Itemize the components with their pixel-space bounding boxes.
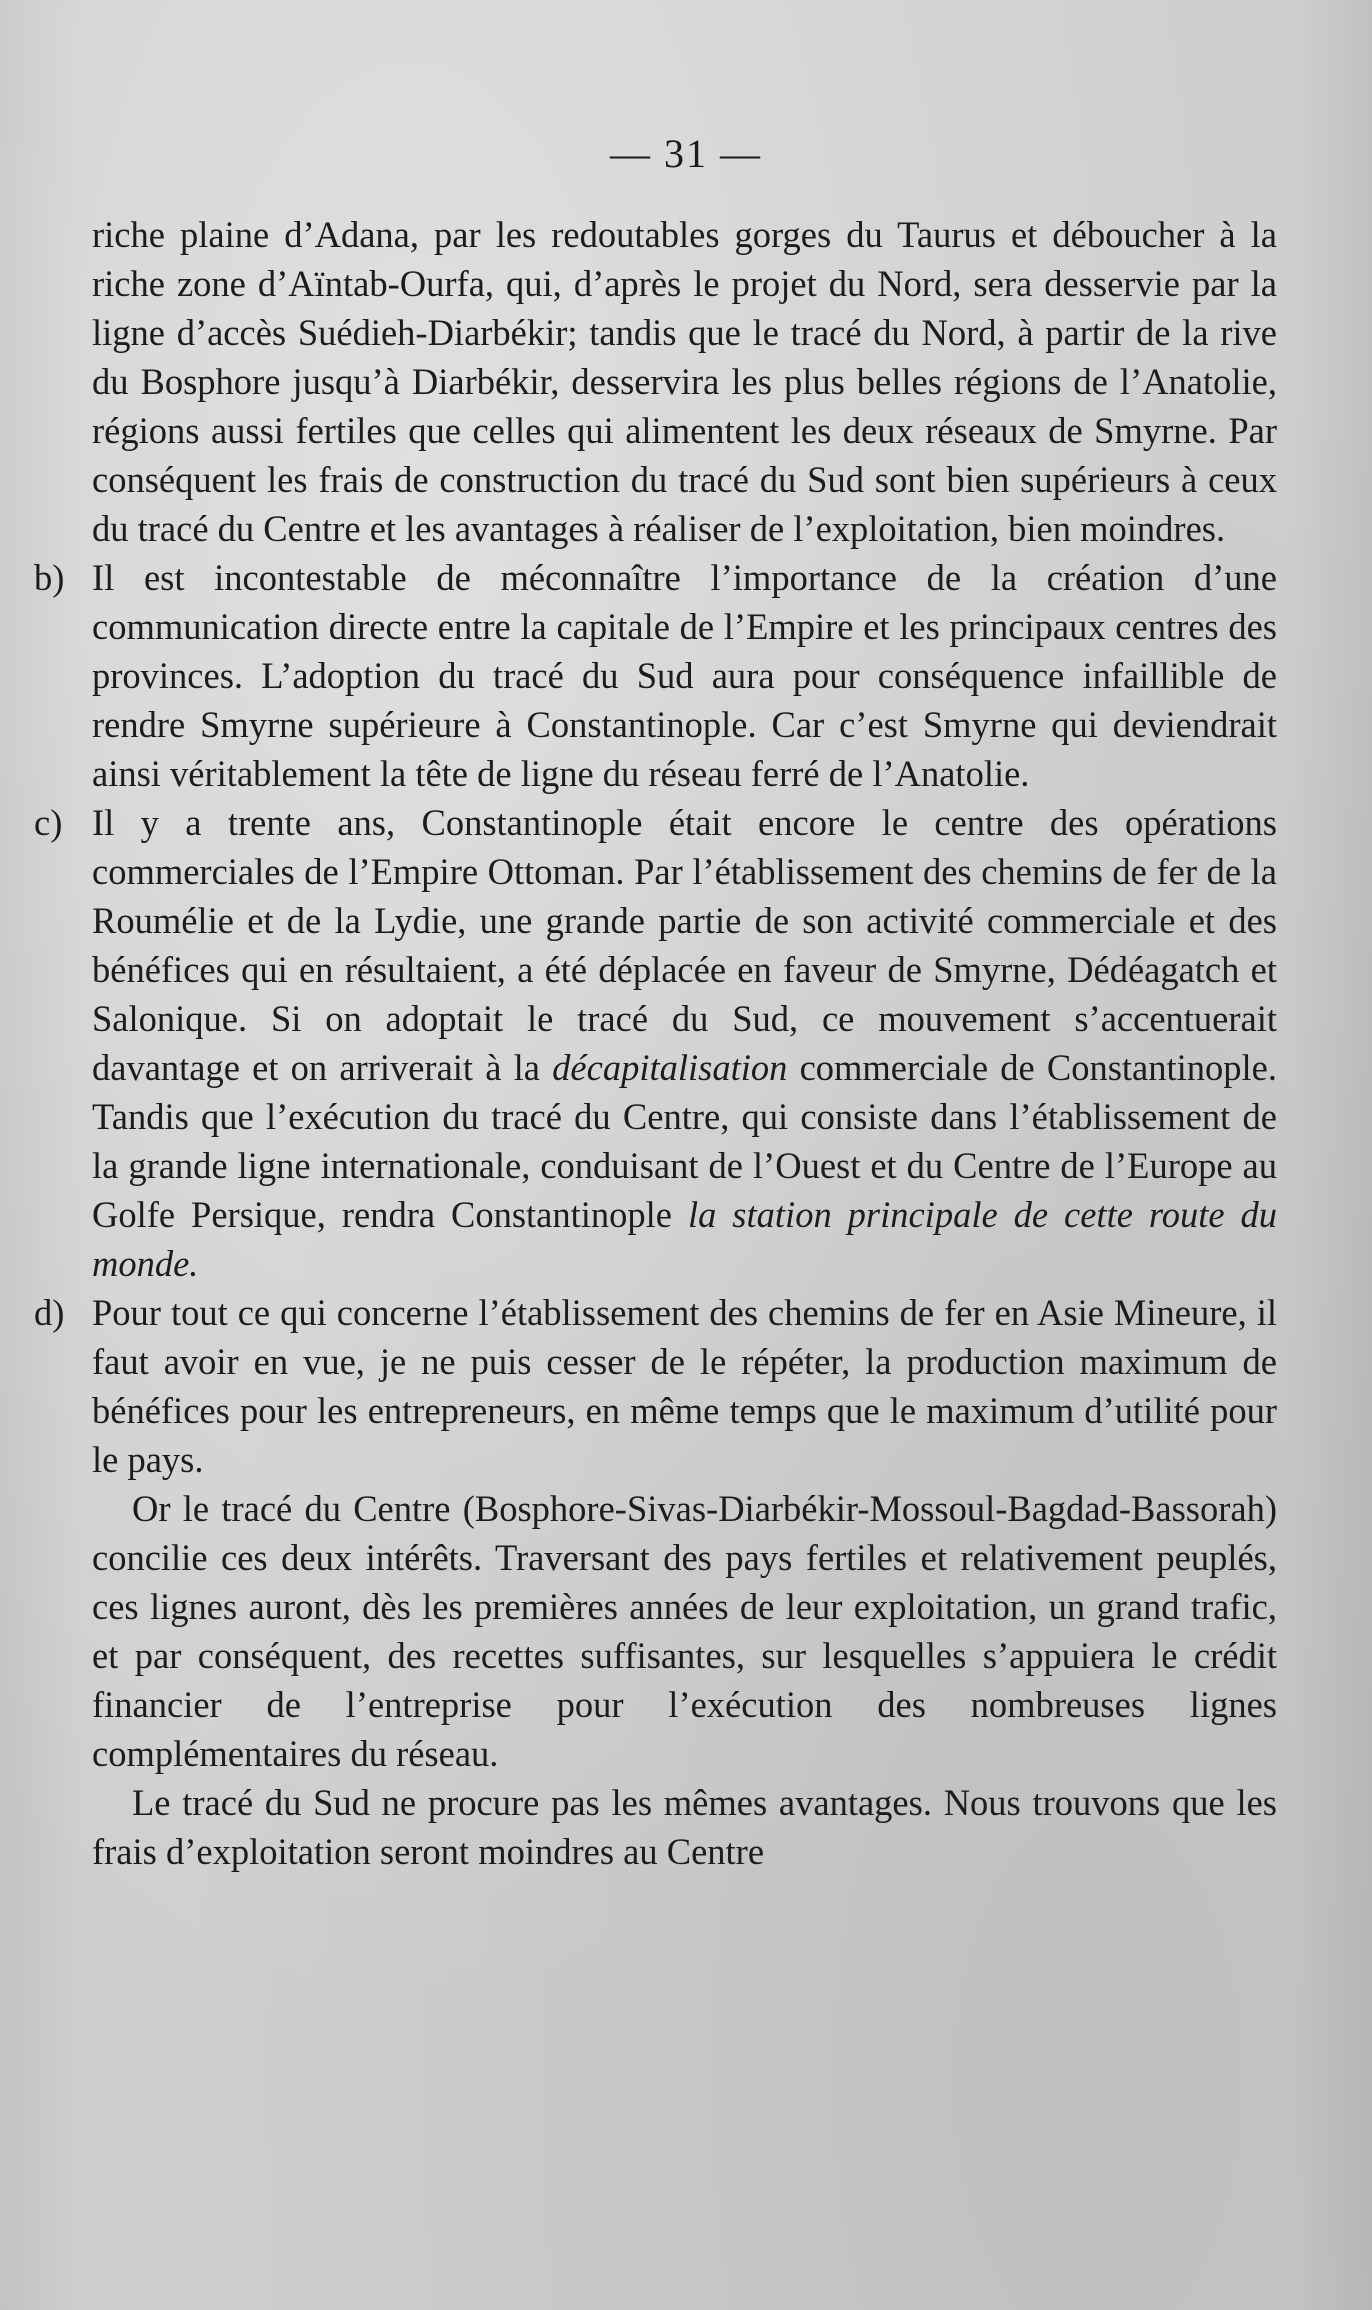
italic-text: décapitalisation	[552, 1047, 788, 1088]
body-text	[34, 210, 1277, 1876]
list-item-b	[34, 553, 1277, 798]
item-marker: d)	[34, 1292, 65, 1333]
page-number: — 31 —	[610, 131, 762, 176]
item-text: commerciale de Constantinople. Tandis que l’exécution du tracé du Centre, qui consiste dans l’établissement de la grande ligne internationale, conduisant de l’Ouest et du Centre de l’Europe au Golfe Persique, rendra Constantinople	[92, 1047, 1277, 1235]
item-text: Il y a trente ans, Constantinople était encore le centre des opérations commerciales de l’Empire Ottoman. Par l’établissement des chemins de fer de la Roumélie et de la Lydie, une grande partie de son activité commerciale et des bénéfices qui en résultaient, a été déplacée en faveur de Smyrne, Dédéagatch et Salonique. Si on adoptait le tracé du Sud, ce mouvement s’accentuerait davantage et on arriverait à la	[92, 802, 1277, 1088]
intro-paragraph: riche plaine d’Adana, par les redoutables gorges du Taurus et déboucher à la riche zone d’Aïntab-Ourfa, qui, d’après le projet du Nord, sera desservie par la ligne d’accès Suédieh-Diarbékir; tandis que le tracé du Nord, à partir de la rive du Bosphore jusqu’à Diarbékir, desservira les plus belles régions de l’Anatolie, régions aussi fertiles que celles qui alimentent les deux réseaux de Smyrne. Par conséquent les frais de construction du tracé du Sud sont bien supérieurs à ceux du tracé du Centre et les avantages à réaliser de l’exploitation, bien moindres.	[92, 214, 1277, 549]
paragraph-or: Or le tracé du Centre (Bosphore-Sivas-Diarbékir-Mossoul-Bagdad-Bassorah) concilie ces deux intérêts. Traversant des pays fertiles et relativement peuplés, ces lignes auront, dès les premières années de leur exploitation, un grand trafic, et par conséquent, des recettes suffisantes, sur lesquelles s’appuiera le crédit financier de l’entreprise pour l’exécution des nombreuses lignes complémentaires du réseau.	[92, 1488, 1277, 1774]
list-item-c	[34, 798, 1277, 1288]
item-text: Pour tout ce qui concerne l’établissement des chemins de fer en Asie Mineure, il faut avoir en vue, je ne puis cesser de le répéter, la production maximum de bénéfices pour les entrepreneurs, en même temps que le maximum d’utilité pour le pays.	[92, 1292, 1277, 1480]
list-item-d	[34, 1288, 1277, 1484]
italic-text: la station principale de cette route du monde.	[92, 1194, 1277, 1284]
item-marker: b)	[34, 557, 65, 598]
paragraph-le: Le tracé du Sud ne procure pas les mêmes avantages. Nous trouvons que les frais d’exploitation seront moindres au Centre	[92, 1782, 1277, 1872]
item-text: Il est incontestable de méconnaître l’importance de la création d’une communication directe entre la capitale de l’Empire et les principaux centres des provinces. L’adoption du tracé du Sud aura pour conséquence infaillible de rendre Smyrne supérieure à Constantinople. Car c’est Smyrne qui deviendrait ainsi véritablement la tête de ligne du réseau ferré de l’Anatolie.	[92, 557, 1277, 794]
item-marker: c)	[34, 802, 63, 843]
